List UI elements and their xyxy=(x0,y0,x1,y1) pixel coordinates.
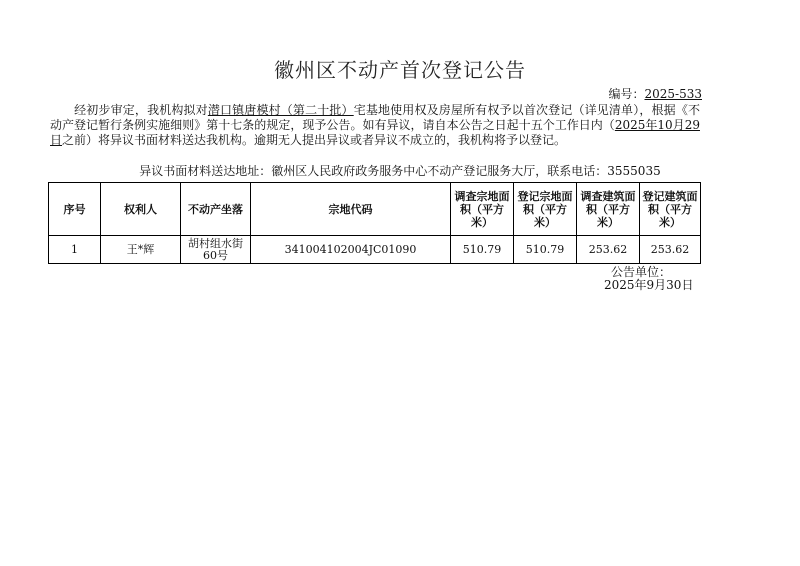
announcement-date: 2025年9月30日 xyxy=(604,278,694,292)
body-part-3: 之前）将异议书面材料送达我机构。逾期无人提出异议或者异议不成立的，我机构将予以登记。 xyxy=(62,133,567,147)
table-row xyxy=(49,236,701,264)
header-owner: 权利人 xyxy=(101,183,181,236)
cell-registered-land-area: 510.79 xyxy=(514,236,577,264)
table-header-row xyxy=(49,183,701,236)
body-part-2: 宅基地使用权及房屋所有权予以首次登记（详见清单），根据《不动产登记暂行条例实施细则》第十七条的规定，现予公告。如有异议，请自本公告之日起十五个工作日内（ xyxy=(50,103,700,132)
cell-owner: 王*辉 xyxy=(101,236,181,264)
cell-parcel-code: 341004102004JC01090 xyxy=(251,236,451,264)
document-number xyxy=(608,85,702,102)
header-location: 不动产坐落 xyxy=(181,183,251,236)
objection-address: 异议书面材料送达地址：徽州区人民政府政务服务中心不动产登记服务大厅，联系电话：3555035 xyxy=(139,164,661,178)
header-seq: 序号 xyxy=(49,183,101,236)
body-place: 潜口镇唐模村（第二十批） xyxy=(207,103,354,117)
header-registered-building-area: 登记建筑面积（平方米） xyxy=(640,183,701,236)
document-number-value: 2025-533 xyxy=(644,87,702,101)
cell-seq: 1 xyxy=(49,236,101,264)
header-surveyed-building-area: 调查建筑面积（平方米） xyxy=(577,183,640,236)
announcement-body xyxy=(50,103,700,148)
registration-table xyxy=(48,182,701,264)
body-part-1: 经初步审定，我机构拟对 xyxy=(74,103,208,117)
cell-surveyed-land-area: 510.79 xyxy=(451,236,514,264)
body-deadline: 2025年10月29日 xyxy=(50,118,700,147)
page-title: 徽州区不动产首次登记公告 xyxy=(274,58,526,82)
header-parcel-code: 宗地代码 xyxy=(251,183,451,236)
cell-registered-building-area: 253.62 xyxy=(640,236,701,264)
issuing-unit-label: 公告单位： xyxy=(611,265,672,279)
document-number-label: 编号： xyxy=(608,87,645,101)
cell-surveyed-building-area: 253.62 xyxy=(577,236,640,264)
header-surveyed-land-area: 调查宗地面积（平方米） xyxy=(451,183,514,236)
cell-location: 胡村组水街60号 xyxy=(181,236,251,264)
header-registered-land-area: 登记宗地面积（平方米） xyxy=(514,183,577,236)
